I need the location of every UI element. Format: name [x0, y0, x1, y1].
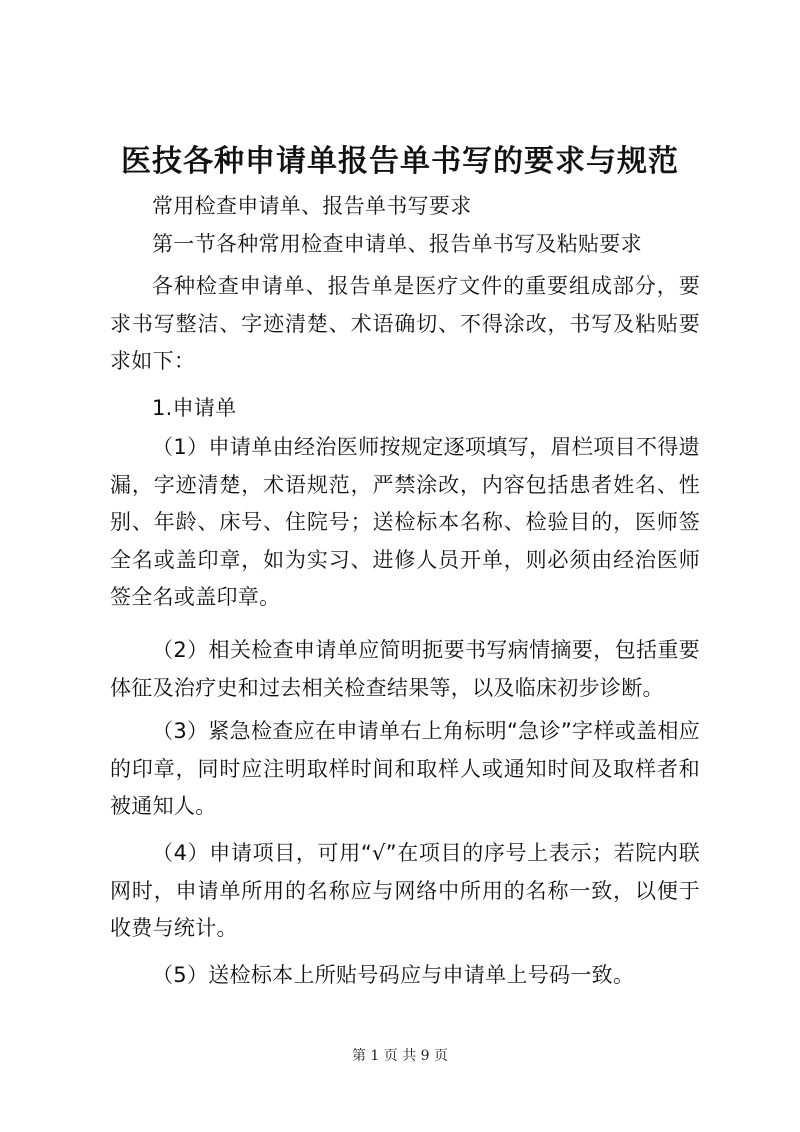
paragraph-intro: 各种检查申请单、报告单是医疗文件的重要组成部分，要求书写整洁、字迹清楚、术语确切、不得涂改，书写及粘贴要求如下：	[110, 274, 700, 373]
paragraph-item-heading: 1.申请单	[152, 396, 237, 420]
page-number-footer: 第 1 页 共 9 页	[351, 1048, 449, 1064]
document-title: 医技各种申请单报告单书写的要求与规范	[121, 144, 679, 179]
paragraph-point-5: （5）送检标本上所贴号码应与申请单上号码一致。	[152, 963, 635, 987]
paragraph-point-1: （1）申请单由经治医师按规定逐项填写，眉栏项目不得遗漏，字迹清楚，术语规范，严禁涂改，内容包括患者姓名、性别、年龄、床号、住院号；送检标本名称、检验目的，医师签全名或盖印章，如为实习、进修人员开单，则必须由经治医师签全名或盖印章。	[110, 435, 700, 609]
paragraph-point-3: （3）紧急检查应在申请单右上角标明“急诊”字样或盖相应的印章，同时应注明取样时间和取样人或通知时间及取样者和被通知人。	[110, 719, 700, 818]
paragraph-point-4: （4）申请项目，可用“√”在项目的序号上表示；若院内联网时，申请单所用的名称应与网络中所用的名称一致，以便于收费与统计。	[110, 841, 700, 940]
paragraph-section-heading: 第一节各种常用检查申请单、报告单书写及粘贴要求	[152, 232, 642, 256]
paragraph-subtitle: 常用检查申请单、报告单书写要求	[152, 194, 472, 218]
paragraph-point-2: （2）相关检查申请单应简明扼要书写病情摘要，包括重要体征及治疗史和过去相关检查结果等，以及临床初步诊断。	[110, 638, 700, 700]
